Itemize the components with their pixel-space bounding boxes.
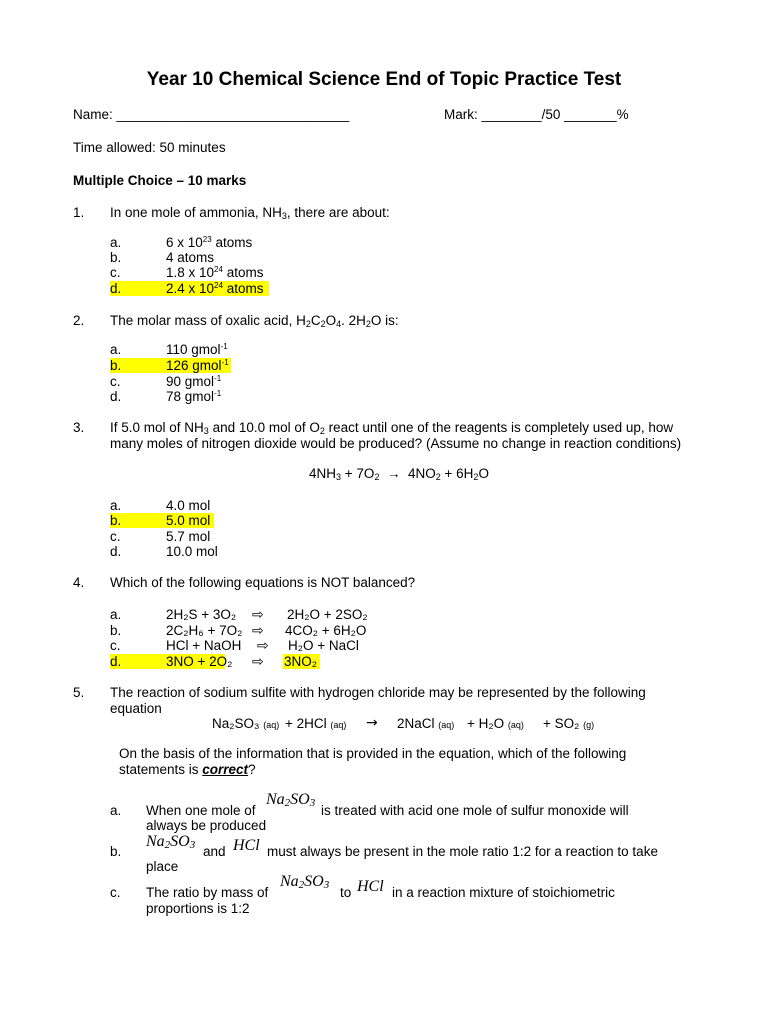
option-text: The ratio by mass of [146,885,269,900]
question-text: The reaction of sodium sulfite with hydrogen chloride may be represented by the following equation [110,685,646,716]
option-text: place [146,859,179,874]
worksheet-page: Year 10 Chemical Science End of Topic Practice Test Name: _______________________________ Mark: ________/50 _______% Time allowed: 50 minutes Multiple Choice – 10 marks 1. In one mole of ammonia, $NH_3$, there are about: a. 6 x $10^{23}$ atoms b. 4 atoms c. 1.8 x $10^{24}$ atoms d. 2.4 x $10^{24}$ atoms 2. The molar mass of oxalic acid, $H_2C_2O_4$. $2H_2O$ is: a. 110 gmol$^{-1}$ b. 126 gmol$^{-1}$ c. 90 gmol$^{-1}$ d. 78 gmol$^{-1}$ 3. If 5.0 mol of $NH_3$ and 10.0 mol of $O_2$ react until one of the reagents is completely used up, how many moles of nitrogen dioxide would be produced? (Assume no change in reaction conditions) $4NH_3 + 7O_2 \to 4NO_2 + 6H_2O$ a. 4.0 mol b. 5.0 mol c. 5.7 mol d. 10.0 mol 4. Which of the following equations is NOT balanced? a. 2H₂S + 3O₂ ⇨ 2H₂O + 2SO₂ b. 2C₂H₆ + 7O₂ ⇨ 4CO₂ + 6H₂O c. HCl + NaOH ⇨ H₂O + NaCl d. 3NO + 2O₂ ⇨ 3NO₂ 5. The reaction of sodium sulfite with hydrogen chloride may be represented by the following equation Na₂SO₃ (aq) + 2HCl (aq) → 2NaCl (aq) + H₂O (aq) + SO₂ (g) On the basis of the information that is provided in the equation, which of the following statements is correct? a. When one mole of $Na_2SO_3$ is treated with acid one mole of sulfur monoxide will always be produced b. $Na_2SO_3$ and HCl must always be present in the mole ratio 1:2 for a reaction to take place c. The ratio by mass of $Na_2SO_3$ to HCl in a reaction mixture of stoichiometric proportions is 1:2 [0,0,768,1024]
option-text: When one mole of [146,803,256,818]
reaction-arrow: → [386,466,401,481]
formula-na2so3: $Na_2SO_3$ [146,833,196,851]
right-arrow-icon: ⇨ [252,623,264,639]
reaction-equation: $4NH_3 + 7O_2 \to 4NO_2 + 6H_2O$ [309,466,489,482]
name-field-label: Name: _______________________________ [73,107,350,122]
option-text: and [203,844,226,859]
option-text: to [340,885,352,900]
option-text: always be produced [146,818,267,833]
right-arrow-icon: ⇨ [252,654,264,670]
time-allowed: Time allowed: 50 minutes [73,140,226,155]
page-title: Year 10 Chemical Science End of Topic Practice Test [146,69,622,90]
right-arrow-icon: ⇨ [257,638,269,654]
question-number: 2. [73,313,85,328]
mark-field-label: Mark: ________/50 _______% [444,107,629,122]
option-letter: a. [110,803,122,818]
question-number: 3. [73,420,85,435]
reaction-equation-reactant: + 2HCl (aq) [285,716,347,731]
question-number: 4. [73,575,85,590]
question-text: The molar mass of oxalic acid, $H_2C_2O_4$. $2H_2O$ is: [110,313,399,329]
formula-hcl: HCl [233,837,260,854]
question-prompt: On the basis of the information that is provided in the equation, which of the following statements is correct? [119,746,627,777]
question-text: In one mole of ammonia, $NH_3$, there are about: [110,205,390,221]
reaction-equation-product: + SO₂ (g) [543,716,595,731]
question-number: 1. [73,205,85,220]
option-letter: c. [110,885,121,900]
option-text: proportions is 1:2 [146,901,250,916]
formula-hcl: HCl [357,878,384,895]
option-text: is treated with acid one mole of sulfur monoxide will [321,803,629,818]
right-arrow-icon: ⇨ [252,607,264,623]
formula-na2so3: $Na_2SO_3$ [280,873,330,891]
reaction-equation-product: + H₂O (aq) [467,716,524,731]
option-text: in a reaction mixture of stoichiometric [392,885,615,900]
reaction-equation-reactant: Na₂SO₃ (aq) [212,716,280,731]
formula-na2so3: $Na_2SO_3$ [266,791,316,809]
section-heading: Multiple Choice – 10 marks [73,173,247,188]
option-letter: b. [110,844,122,859]
reaction-equation-product: 2NaCl (aq) [397,716,455,731]
question-number: 5. [73,685,85,700]
question-text: If 5.0 mol of $NH_3$ and 10.0 mol of $O_2$ react until one of the reagents is completely used up, how many moles of nitrogen dioxide would be produced? (Assume no change in reaction conditions) [110,420,682,451]
option-text: must always be present in the mole ratio 1:2 for a reaction to take [267,844,658,859]
reaction-arrow: → [366,715,378,731]
question-text: Which of the following equations is NOT balanced? [110,575,416,590]
